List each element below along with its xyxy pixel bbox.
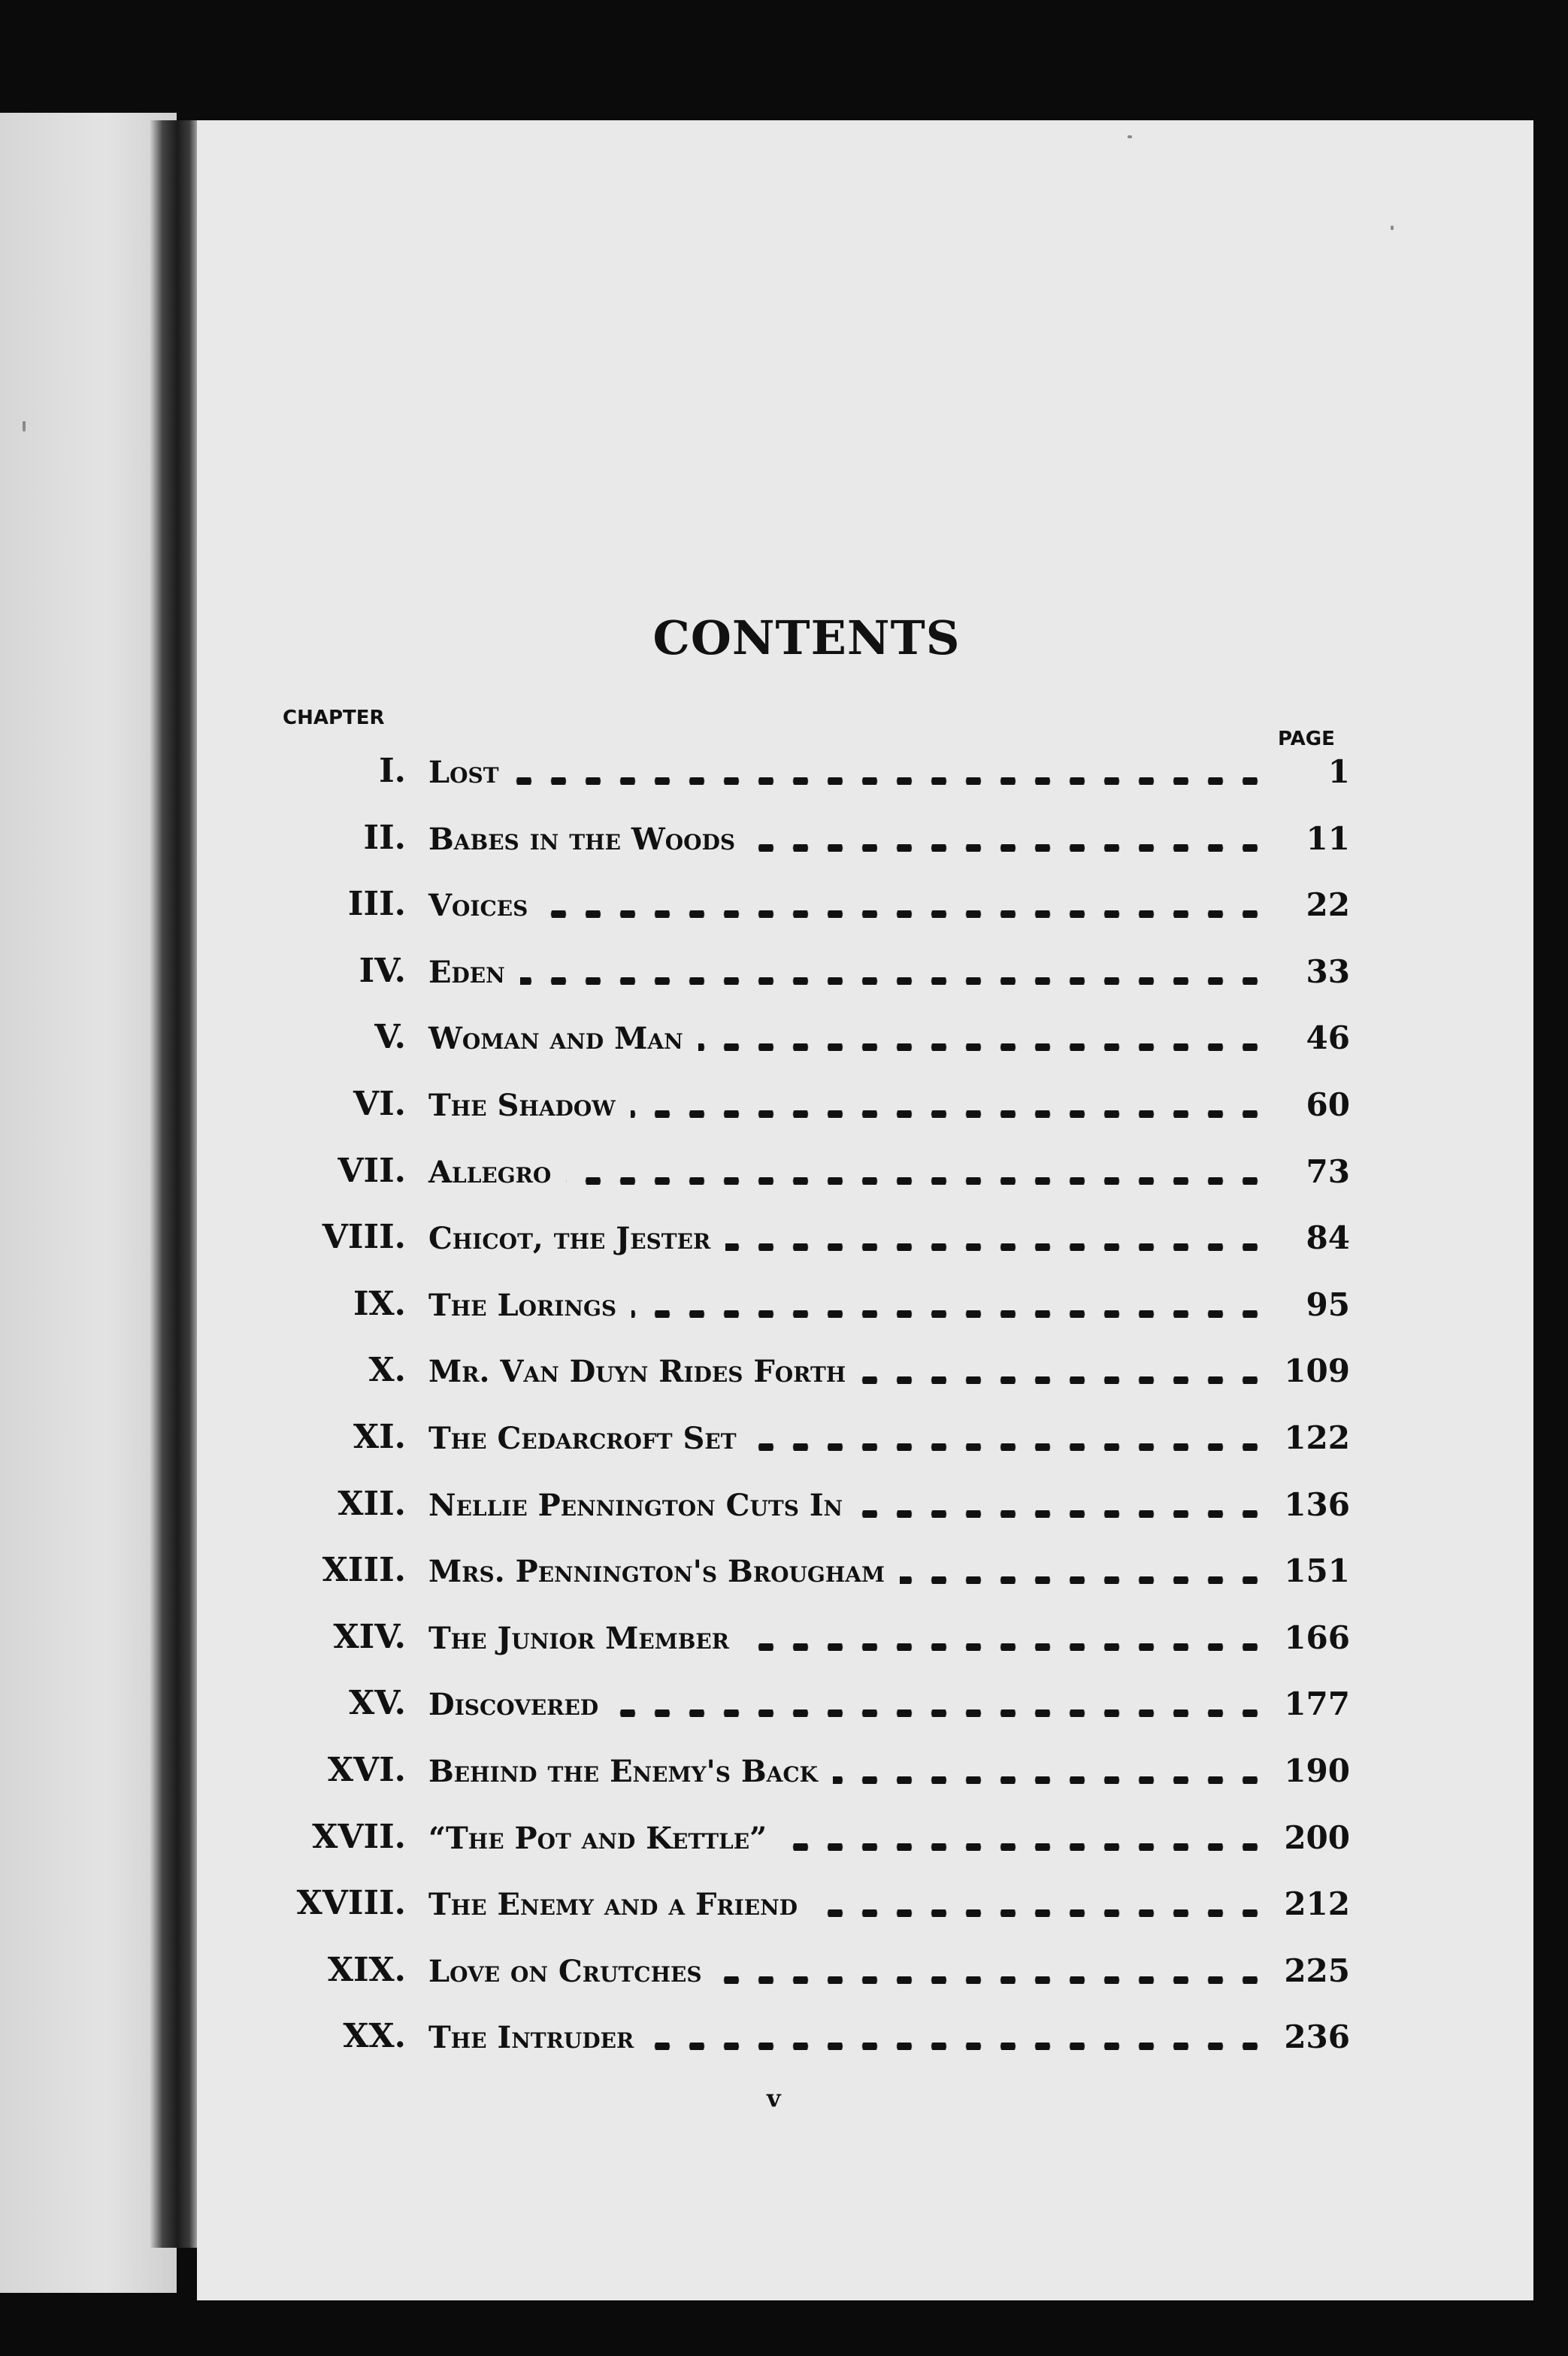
chapter-title: Allegro	[428, 1155, 552, 1190]
page-number: 166	[1284, 1619, 1350, 1656]
dot-leader	[750, 844, 1267, 852]
toc-entry	[0, 1152, 1568, 1197]
chapter-number: VII.	[338, 1152, 406, 1190]
chapter-number: XV.	[349, 1684, 406, 1722]
chapter-title: The Junior Member	[428, 1621, 729, 1656]
chapter-number: XIX.	[327, 1951, 406, 1989]
page-number: 236	[1284, 2018, 1350, 2055]
chapter-title: Mrs. Pennington's Brougham	[428, 1554, 885, 1589]
dot-leader	[858, 1510, 1267, 1518]
page-number: 11	[1306, 820, 1350, 857]
toc-entry	[0, 1884, 1568, 1929]
paper-speck	[1391, 226, 1394, 230]
dot-leader	[900, 1576, 1267, 1584]
chapter-number: IV.	[359, 952, 406, 990]
dot-leader	[520, 977, 1267, 985]
chapter-number: V.	[374, 1018, 406, 1056]
toc-entry	[0, 1818, 1568, 1863]
chapter-number: XVI.	[327, 1751, 406, 1789]
toc-entry	[0, 1018, 1568, 1063]
page-number: 22	[1306, 886, 1350, 923]
page-folio: v	[767, 2084, 781, 2112]
page-title: CONTENTS	[652, 610, 961, 665]
chapter-title: Babes in the Woods	[428, 822, 736, 857]
page-number: 73	[1306, 1153, 1350, 1190]
toc-entry	[0, 952, 1568, 997]
toc-entry	[0, 1218, 1568, 1263]
toc-entry	[0, 2017, 1568, 2062]
chapter-number: XIII.	[322, 1551, 406, 1589]
chapter-number: XII.	[338, 1485, 406, 1523]
chapter-title: Chicot, the Jester	[428, 1221, 711, 1256]
page-number: 212	[1284, 1885, 1350, 1922]
dot-leader	[725, 1243, 1267, 1251]
chapter-number: II.	[363, 819, 406, 857]
chapter-number: XVIII.	[296, 1884, 406, 1922]
dot-leader	[717, 1976, 1267, 1984]
chapter-number: III.	[347, 885, 406, 923]
chapter-number: VIII.	[322, 1218, 406, 1256]
toc-entry	[0, 1085, 1568, 1130]
toc-entry	[0, 1418, 1568, 1463]
page-number: 200	[1284, 1819, 1350, 1856]
chapter-number: I.	[379, 752, 406, 790]
dot-leader	[566, 1177, 1267, 1185]
chapter-title: The Cedarcroft Set	[428, 1421, 737, 1456]
dot-leader	[833, 1776, 1267, 1784]
chapter-number: X.	[368, 1351, 406, 1389]
chapter-title: Woman and Man	[428, 1021, 683, 1056]
chapter-number: IX.	[353, 1285, 406, 1323]
page-number: 1	[1327, 753, 1350, 790]
chapter-title: The Lorings	[428, 1288, 617, 1323]
paper-speck	[23, 421, 26, 432]
page-number: 190	[1284, 1752, 1350, 1789]
chapter-column-header: CHAPTER	[283, 707, 385, 729]
dot-leader	[698, 1043, 1267, 1051]
page-number: 136	[1284, 1486, 1350, 1523]
toc-entry	[0, 1485, 1568, 1530]
dot-leader	[613, 1709, 1267, 1717]
dot-leader	[782, 1843, 1267, 1851]
dot-leader	[631, 1310, 1267, 1318]
chapter-title: Mr. Van Duyn Rides Forth	[428, 1354, 846, 1389]
dot-leader	[752, 1443, 1267, 1451]
page-number: 33	[1306, 953, 1350, 990]
chapter-number: XI.	[353, 1418, 406, 1456]
chapter-title: “The Pot and Kettle”	[428, 1821, 767, 1856]
toc-entry	[0, 1618, 1568, 1663]
toc-entry	[0, 1551, 1568, 1596]
page-number: 60	[1306, 1086, 1350, 1123]
chapter-title: Behind the Enemy's Back	[428, 1754, 819, 1789]
toc-entry	[0, 819, 1568, 864]
toc-entry	[0, 1684, 1568, 1729]
chapter-title: The Enemy and a Friend	[428, 1887, 798, 1922]
chapter-title: Discovered	[428, 1687, 599, 1722]
chapter-number: XX.	[343, 2017, 406, 2055]
chapter-title: Love on Crutches	[428, 1954, 702, 1989]
page-number: 225	[1284, 1952, 1350, 1989]
chapter-title: Lost	[428, 755, 499, 790]
page-number: 84	[1306, 1219, 1350, 1256]
page-number: 109	[1284, 1352, 1350, 1389]
chapter-title: The Intruder	[428, 2020, 634, 2055]
dot-leader	[744, 1643, 1267, 1651]
toc-entry	[0, 1751, 1568, 1796]
toc-entry	[0, 1285, 1568, 1330]
dot-leader	[649, 2043, 1267, 2050]
dot-leader	[543, 910, 1267, 918]
page-number: 177	[1284, 1685, 1350, 1722]
dot-leader	[631, 1110, 1267, 1118]
chapter-number: XIV.	[333, 1618, 406, 1656]
page-number: 95	[1306, 1286, 1350, 1323]
paper-speck	[1128, 135, 1132, 138]
page-number: 46	[1306, 1019, 1350, 1056]
chapter-title: Eden	[428, 955, 505, 990]
toc-entry	[0, 1951, 1568, 1996]
dot-leader	[813, 1909, 1267, 1917]
page-column-header: PAGE	[1278, 728, 1335, 750]
toc-entry	[0, 885, 1568, 930]
page-number: 122	[1284, 1419, 1350, 1456]
toc-entry	[0, 1351, 1568, 1396]
chapter-number: XVII.	[312, 1818, 406, 1856]
dot-leader	[861, 1376, 1267, 1384]
chapter-number: VI.	[353, 1085, 406, 1123]
dot-leader	[514, 777, 1267, 785]
chapter-title: The Shadow	[428, 1088, 616, 1123]
chapter-title: Nellie Pennington Cuts In	[428, 1488, 843, 1523]
chapter-title: Voices	[428, 888, 528, 923]
page-number: 151	[1284, 1552, 1350, 1589]
toc-entry	[0, 752, 1568, 797]
